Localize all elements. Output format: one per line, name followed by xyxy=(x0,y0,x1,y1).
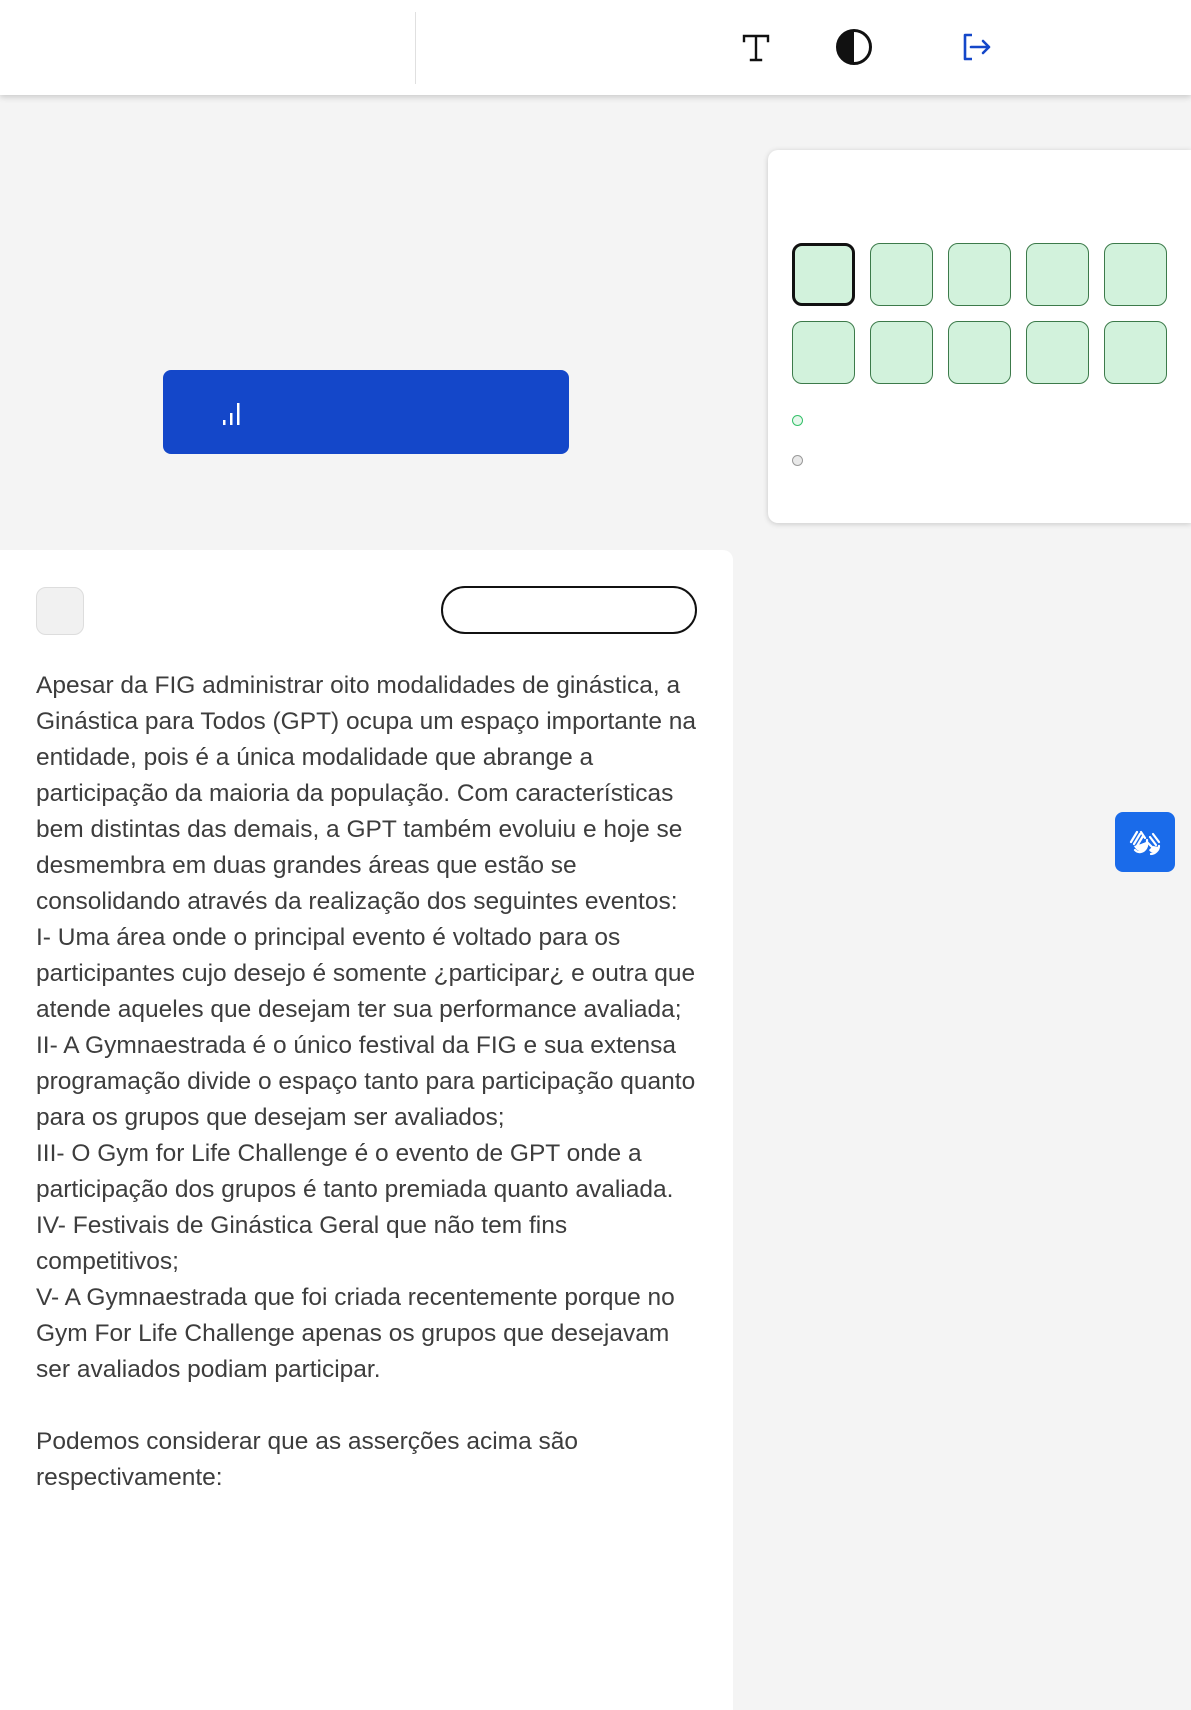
libras-button[interactable] xyxy=(1115,812,1175,872)
question-cell[interactable] xyxy=(792,321,855,384)
question-card xyxy=(0,550,733,1710)
sign-language-hands-icon xyxy=(1125,822,1165,862)
mark-question-checkbox[interactable] xyxy=(36,587,84,635)
question-cell[interactable] xyxy=(870,321,933,384)
toolbar-divider xyxy=(415,12,416,84)
logout-icon xyxy=(959,29,995,65)
question-statement: Apesar da FIG administrar oito modalidades de ginástica, a Ginástica para Todos (GPT) ocupa um espaço importante na entidade, pois é a única modalidade que abrange a participação da maioria da população. Com características bem distintas das demais, a GPT também evoluiu e hoje se desmembra em duas grandes áreas que estão se consolidando através da realização dos seguintes eventos: I- Uma área onde o principal evento é voltado para os participantes cujo desejo é somente ¿participar¿ e outra que atende aqueles que desejam ter sua performance avaliada; II- A Gymnaestrada é o único festival da FIG e sua extensa programação divide o espaço tanto para participação quanto para os grupos que desejam ser avaliados; III- O Gym for Life Challenge é o evento de GPT onde a participação dos grupos é tanto premiada quanto avaliada. IV- Festivais de Ginástica Geral que não tem fins competitivos; V- A Gymnaestrada que foi criada recentemente porque no Gym For Life Challenge apenas os grupos que desejavam ser avaliados podiam participar. Podemos considerar que as asserções acima são respectivamente: xyxy=(36,672,697,1491)
question-cell[interactable] xyxy=(948,321,1011,384)
contrast-button[interactable] xyxy=(829,22,879,72)
signal-bars-icon xyxy=(221,400,247,426)
logout-button[interactable] xyxy=(952,22,1002,72)
top-toolbar xyxy=(0,0,1191,95)
contrast-icon xyxy=(834,27,874,67)
legend-unanswered-dot xyxy=(792,455,803,466)
question-cell[interactable] xyxy=(1026,243,1089,306)
question-cell[interactable] xyxy=(870,243,933,306)
question-cell[interactable] xyxy=(948,243,1011,306)
question-cell[interactable] xyxy=(1104,321,1167,384)
stats-button[interactable] xyxy=(163,370,569,454)
question-action-pill-button[interactable] xyxy=(441,586,697,634)
font-size-button[interactable] xyxy=(731,22,781,72)
question-grid xyxy=(792,243,1167,384)
question-cell[interactable] xyxy=(1026,321,1089,384)
question-cell[interactable] xyxy=(792,243,855,306)
question-navigator xyxy=(768,150,1191,523)
font-size-icon xyxy=(738,29,774,65)
question-cell[interactable] xyxy=(1104,243,1167,306)
legend-answered-dot xyxy=(792,415,803,426)
